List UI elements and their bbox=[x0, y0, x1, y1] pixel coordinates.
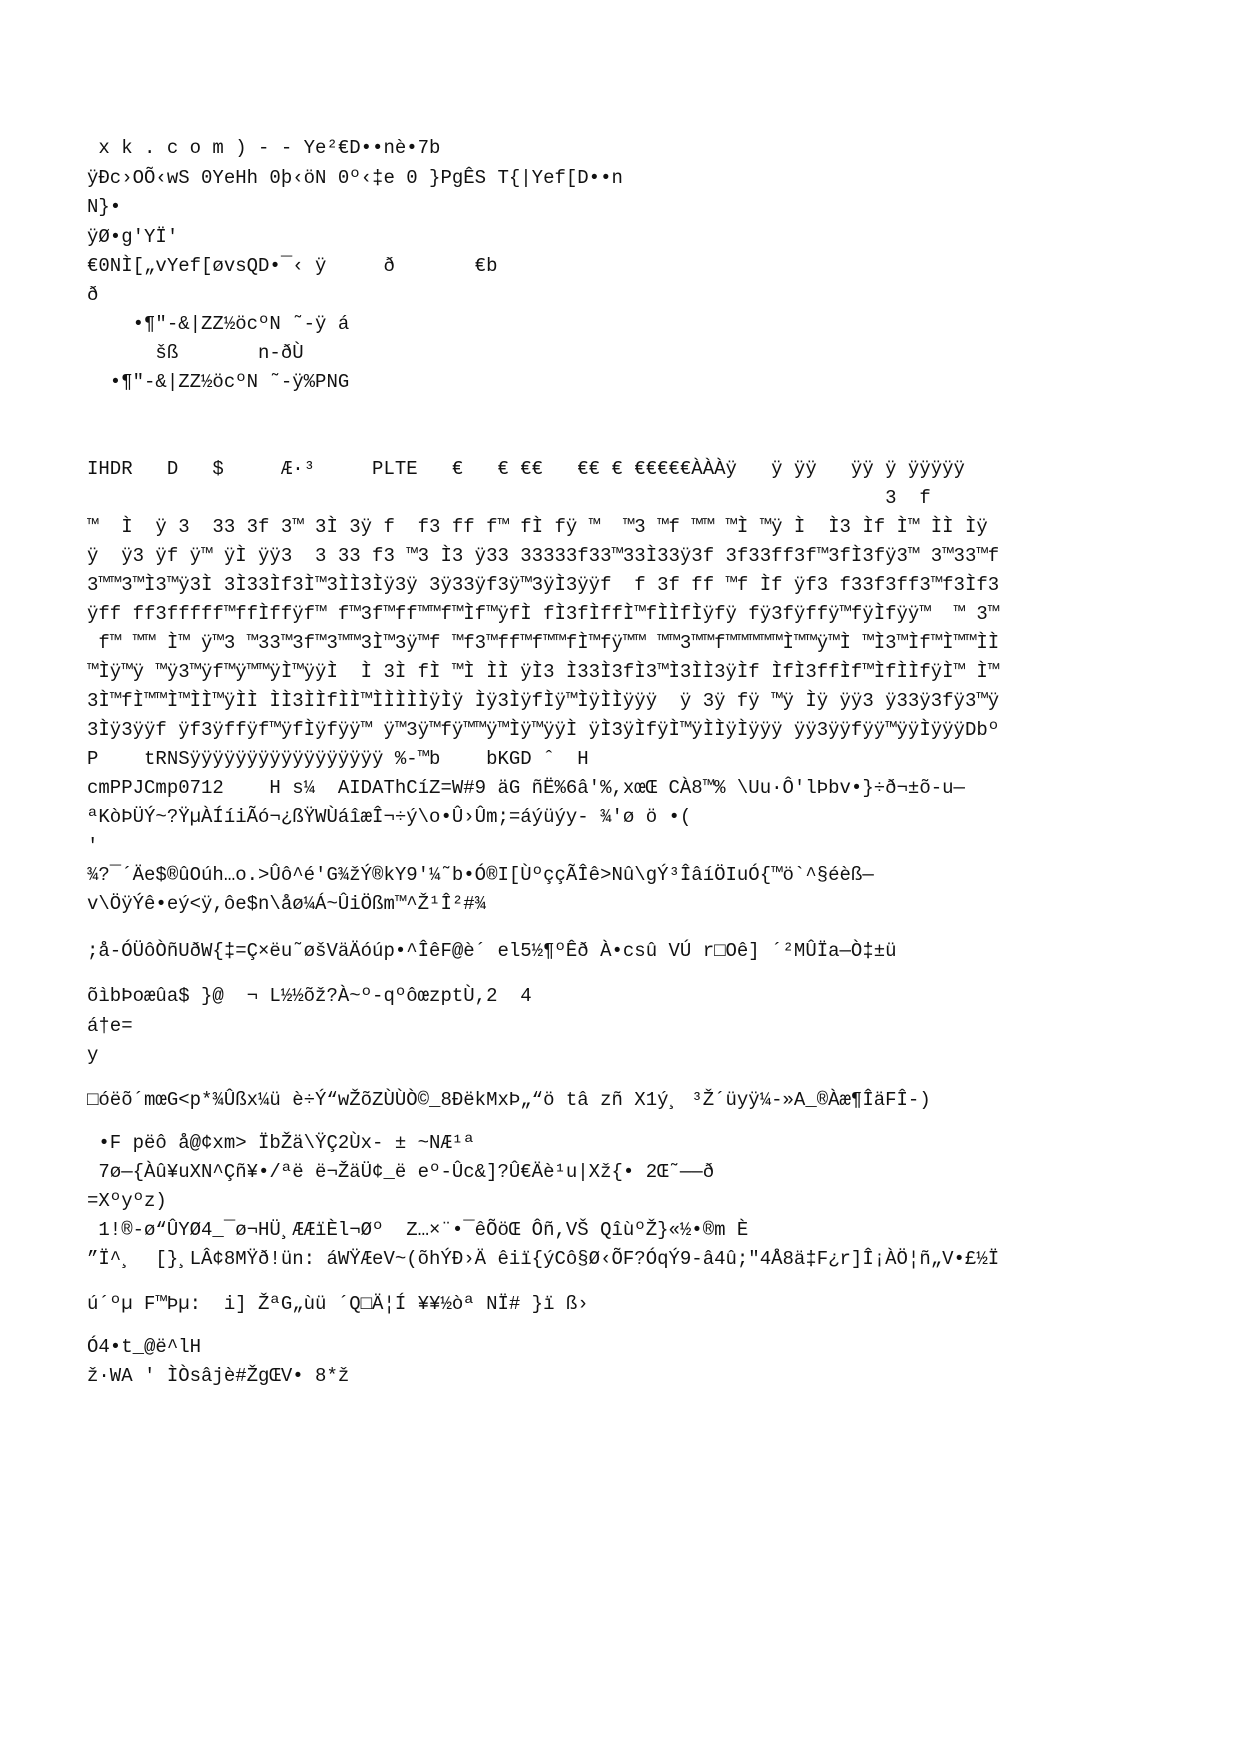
text-line: =Xºyºz) bbox=[87, 1190, 167, 1212]
text-line: 3 f bbox=[87, 487, 931, 509]
text-line: 1!®-ø“ÛYØ4_¯ø¬HÜ¸ÆÆïÈl¬Øº Z…×¨•¯êÕöŒ Ôñ,VŠ QîùºŽ}«½•®m È bbox=[87, 1219, 749, 1241]
text-line: ž·WA ' ÌÒsâjè#ŽgŒV• 8*ž bbox=[87, 1365, 350, 1387]
text-line: •¶"-&|ZZ½öcºN ˜-ÿ%PNG bbox=[87, 371, 350, 393]
text-line: N}• bbox=[87, 196, 122, 218]
text-line: €0NÌ[„vYef[øvsQD•¯‹ ÿ ð €b bbox=[87, 255, 498, 277]
text-line: õìbÞoæûa$ }@ ¬ L½½õž?À~º-qºôœzptÙ,2 4 bbox=[87, 985, 532, 1007]
text-line: ÿff ff3fffff™ffÌffÿf™ f™3f™ff™™f™Ìf™ÿfÌ fÌ3fÌffÌ™fÌÌfÌÿfÿ fÿ3fÿffÿ™fÿÌfÿÿ™ ™ 3™ bbox=[87, 603, 1000, 625]
text-line: ð bbox=[87, 284, 99, 306]
text-line: ªKòÞÜÝ~?ŸµÀÍíiÃó¬¿ßŸWÙáîæÎ¬÷ý\o•Û›Ûm;=áýüýy- ¾'ø ö •( bbox=[87, 806, 692, 828]
text-line: ™ Ì ÿ 3 33 3f 3™ 3Ì 3ÿ f f3 ff f™ fÌ fÿ ™ ™3 ™f ™™ ™Ì ™ÿ Ì Ì3 Ìf Ì™ ÌÌ Ìÿ bbox=[87, 516, 988, 538]
text-line: ÿØ•g'YÏ' bbox=[87, 226, 179, 248]
text-line: x k . c o m ) - - Ye²€D••nè•7b bbox=[87, 137, 441, 159]
text-line: 3Ìÿ3ÿÿf ÿf3ÿffÿf™ÿfÌÿfÿÿ™ ÿ™3ÿ™fÿ™™ÿ™Ìÿ™ÿÿÌ ÿÌ3ÿÌfÿÌ™ÿÌÌÿÌÿÿÿ ÿÿ3ÿÿfÿÿ™ÿÿÌÿÿÿDbº bbox=[87, 719, 1000, 741]
text-line: P tRNSÿÿÿÿÿÿÿÿÿÿÿÿÿÿÿÿÿ %-™b bKGD ˆ H bbox=[87, 748, 589, 770]
text-line: ÿ ÿ3 ÿf ÿ™ ÿÌ ÿÿ3 3 33 f3 ™3 Ì3 ÿ33 33333f33™33Ì33ÿ3f 3f33ff3f™3fÌ3fÿ3™ 3™33™f bbox=[87, 545, 1000, 567]
text-line: ”Ï^¸ [}¸LÂ¢8MŸð!ün: áWŸÆeV~(õhÝÐ›Ä êiï{ýCô§Ø‹ÕF?ÓqÝ9-â4û;"4Å8ä‡F¿r]Î¡ÀÖ¦ñ„V•£½Ï bbox=[87, 1248, 1000, 1270]
text-line: 7ø—{Àû¥uXN^Çñ¥•/ªë ë¬ŽäÜ¢_ë eº-Ûc&]?Û€Äè¹u|Xž{• 2Œ˜——ð bbox=[87, 1161, 715, 1183]
text-line: ;å-ÓÜôÒñUðW{‡=Ç×ëu˜øšVäÄóúp•^ÎêF@è´ el5½¶ºÊð À•csû VÚ r□Oê] ´²MÛÏa—Ò‡±ü bbox=[87, 940, 897, 962]
text-line: v\ÖÿÝê•eý<ÿ,ôe$n\åø¼Á~ÛiÖßm™^Ž¹Î²#¾ bbox=[87, 893, 487, 915]
text-line: ÿÐc›OÕ‹wS 0YeHh 0þ‹öN 0º‹‡e 0 }PgÊS T{|Yef[D••n bbox=[87, 167, 623, 189]
text-line: ú´ºµ F™Þµ: i] ŽªG„ùü ´Q□Ä¦Í ¥¥½òª NÏ# }ï ß› bbox=[87, 1293, 589, 1315]
text-line: á†e= bbox=[87, 1015, 133, 1037]
text-line: y bbox=[87, 1044, 99, 1066]
text-line: •F pëô å@¢xm> ÏbŽä\ŸÇ2Ùx- ± ~NÆ¹ª bbox=[87, 1132, 475, 1154]
text-line: •¶"-&|ZZ½öcºN ˜-ÿ á bbox=[87, 313, 350, 335]
text-line: ¾?¯´Äe$®ûOúh…o.>Ûô^é'G¾žÝ®kY9'¼˜b•Ó®I[ÙºççÃÎê>Nû\gÝ³ÎâíÖIuÓ{™ö`^§éèß— bbox=[87, 864, 874, 886]
text-line: □óëõ´mœG<p*¾Ûßx¼ü è÷Ý“wŽõZÙÙÒ©_8ÐëkMxÞ„“ö tâ zñ X1ý¸ ³Ž´üyÿ¼-»A_®Àæ¶ÎäFÎ-) bbox=[87, 1089, 931, 1111]
text-line: ™Ìÿ™ÿ ™ÿ3™ÿf™ÿ™™ÿÌ™ÿÿÌ Ì 3Ì fÌ ™Ì ÌÌ ÿÌ3 Ì33Ì3fÌ3™Ì3ÌÌ3ÿÌf ÌfÌ3ffÌf™ÌfÌÌfÿÌ™ Ì™ bbox=[87, 661, 1000, 683]
text-line: ' bbox=[87, 835, 99, 857]
text-line: 3™™3™Ì3™ÿ3Ì 3Ì33Ìf3Ì™3ÌÌ3Ìÿ3ÿ 3ÿ33ÿf3ÿ™3ÿÌ3ÿÿf f 3f ff ™f Ìf ÿf3 f33f3ff3™f3Ìf3 bbox=[87, 574, 1000, 596]
text-line: šß n-ðÙ bbox=[87, 342, 304, 364]
text-line: f™ ™™ Ì™ ÿ™3 ™33™3f™3™™3Ì™3ÿ™f ™f3™ff™f™™fÌ™fÿ™™ ™™3™™f™™™™™Ì™™ÿ™Ì ™Ì3™Ìf™Ì™™ÌÌ bbox=[87, 632, 1000, 654]
text-line: Ó4•t_@ë^lH bbox=[87, 1336, 202, 1358]
text-line: IHDR D $ Æ·³ PLTE € € €€ €€ € €€€€€ÀÀÀÿ ÿ ÿÿ ÿÿ ÿ ÿÿÿÿÿ bbox=[87, 458, 965, 480]
text-line: cmPPJCmp0712 H s¼ AIDAThCíZ=W#9 äG ñË%6â'%,xœŒ CÀ8™% \Uu·Ô'lÞbv•}÷ð¬±õ-u— bbox=[87, 777, 965, 799]
text-line: 3Ì™fÌ™™Ì™ÌÌ™ÿÌÌ ÌÌ3ÌÌfÌÌ™ÌÌÌÌÌÿÌÿ Ìÿ3ÌÿfÌÿ™ÌÿÌÌÿÿÿ ÿ 3ÿ fÿ ™ÿ Ìÿ ÿÿ3 ÿ33ÿ3fÿ3™ÿ bbox=[87, 690, 1000, 712]
